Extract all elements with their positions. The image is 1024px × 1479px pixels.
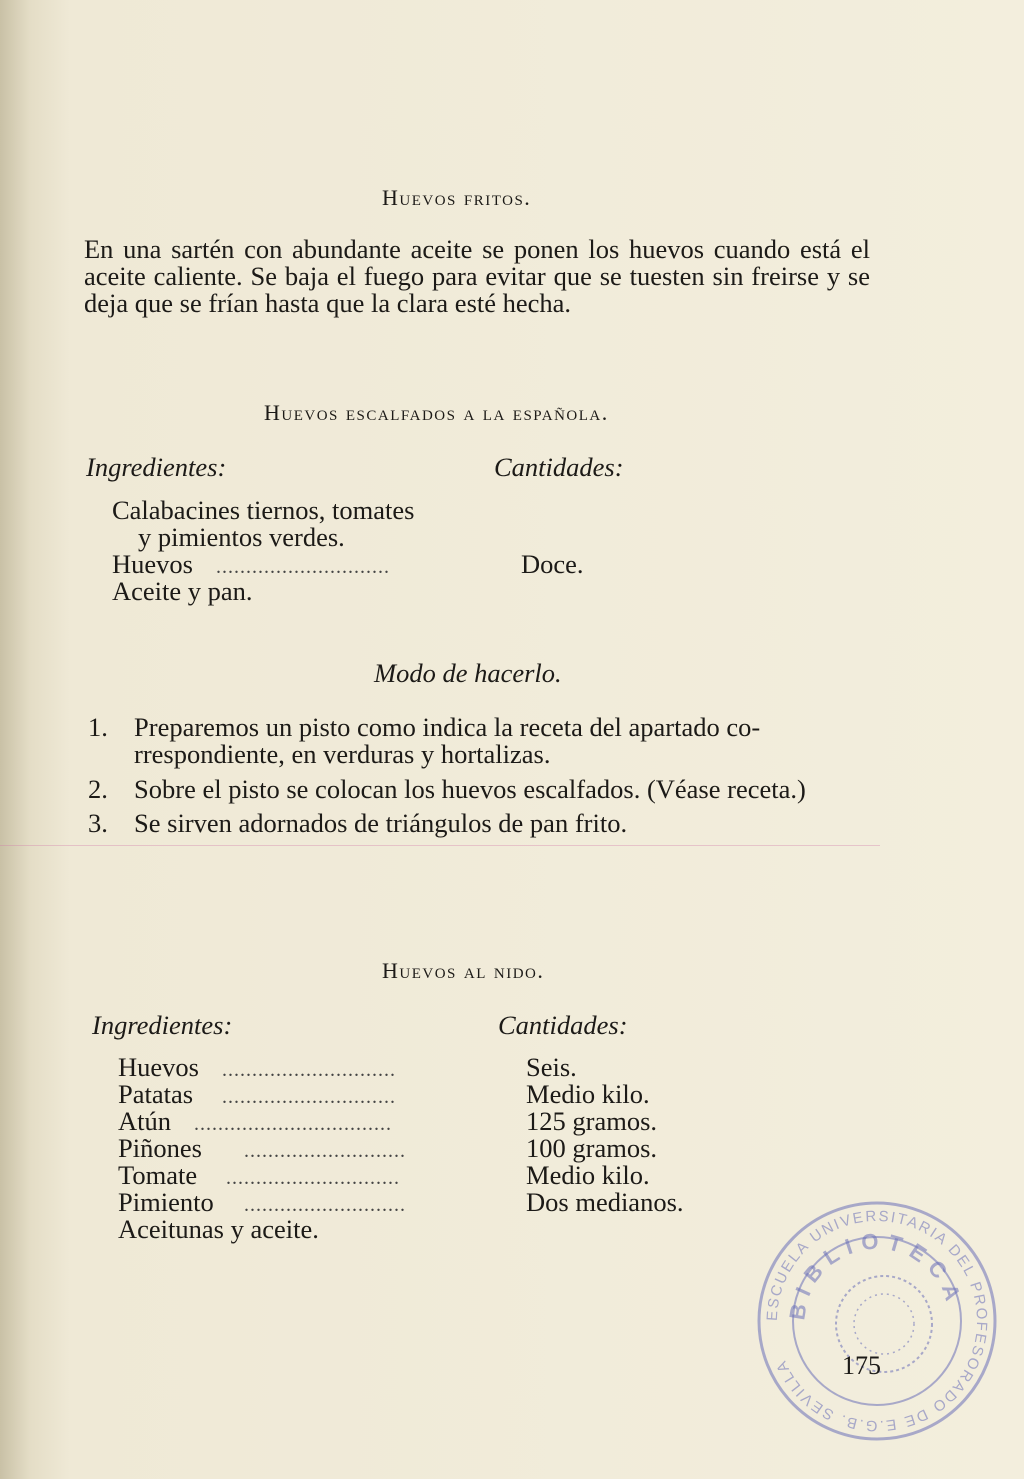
step-text: Sobre el pisto se colocan los huevos escalfados. (Véase receta.) [134, 774, 806, 804]
ingredient-line: Huevos [112, 549, 193, 579]
dot-leader: ............................. [226, 1167, 400, 1189]
page-number: 175 [842, 1351, 881, 1380]
ingredients-header: Ingredientes: [86, 452, 227, 482]
library-stamp-icon [752, 1196, 1002, 1446]
dot-leader: ............................. [216, 556, 390, 578]
step-text: Preparemos un pisto como indica la receta del apartado co- [134, 712, 761, 742]
ingredient-line: Aceite y pan. [112, 576, 253, 606]
ingredient-name: Atún [118, 1106, 171, 1136]
quantities-header: Cantidades: [494, 452, 624, 482]
quantity-value: Seis. [526, 1052, 577, 1082]
recipe-title-huevos-escalfados: Huevos escalfados a la española. [264, 400, 609, 425]
bleed-line [0, 845, 880, 846]
ingredient-line: y pimientos verdes. [138, 522, 345, 552]
ingredient-name: Tomate [118, 1160, 198, 1190]
svg-text:BIBLIOTECA: BIBLIOTECA [784, 1228, 969, 1322]
svg-text:ESCUELA UNIVERSITARIA DEL PROF: ESCUELA UNIVERSITARIA DEL PROFESORADO DE E.G.B. SEVILLA [763, 1207, 991, 1435]
step-number: 3. [88, 808, 108, 838]
recipe-title-huevos-al-nido: Huevos al nido. [382, 958, 545, 983]
recipe-paragraph-huevos-fritos: En una sartén con abundante aceite se ponen los huevos cuando está el aceite caliente. Se baja el fuego para evitar que se tuesten sin freirse y se deja que se frían hasta que la clara esté hecha. [84, 234, 870, 318]
dot-leader: ............................. [222, 1086, 396, 1108]
quantities-header: Cantidades: [498, 1010, 628, 1040]
method-header: Modo de hacerlo. [374, 658, 562, 688]
ingredient-line: Calabacines tiernos, tomates [112, 495, 415, 525]
quantity-value: Doce. [521, 549, 584, 579]
quantity-value: Dos medianos. [526, 1187, 684, 1217]
ingredients-header: Ingredientes: [92, 1010, 233, 1040]
step-text: Se sirven adornados de triángulos de pan frito. [134, 808, 628, 838]
quantity-value: 100 gramos. [526, 1133, 658, 1163]
ingredient-name: Pimiento [118, 1187, 214, 1217]
quantity-value: 125 gramos. [526, 1106, 658, 1136]
step-number: 1. [88, 712, 108, 742]
dot-leader: ................................. [194, 1113, 392, 1135]
ingredient-name: Piñones [118, 1133, 202, 1163]
dot-leader: ........................... [244, 1140, 406, 1162]
quantity-value: Medio kilo. [526, 1160, 650, 1190]
dot-leader: ............................. [222, 1059, 396, 1081]
recipe-title-huevos-fritos: Huevos fritos. [382, 185, 532, 210]
step-number: 2. [88, 774, 108, 804]
ingredient-name: Aceitunas y aceite. [118, 1214, 319, 1244]
quantity-value: Medio kilo. [526, 1079, 650, 1109]
ingredient-name: Patatas [118, 1079, 194, 1109]
dot-leader: ........................... [244, 1194, 406, 1216]
step-text: rrespondiente, en verduras y hortalizas. [134, 739, 551, 769]
ingredient-name: Huevos [118, 1052, 199, 1082]
